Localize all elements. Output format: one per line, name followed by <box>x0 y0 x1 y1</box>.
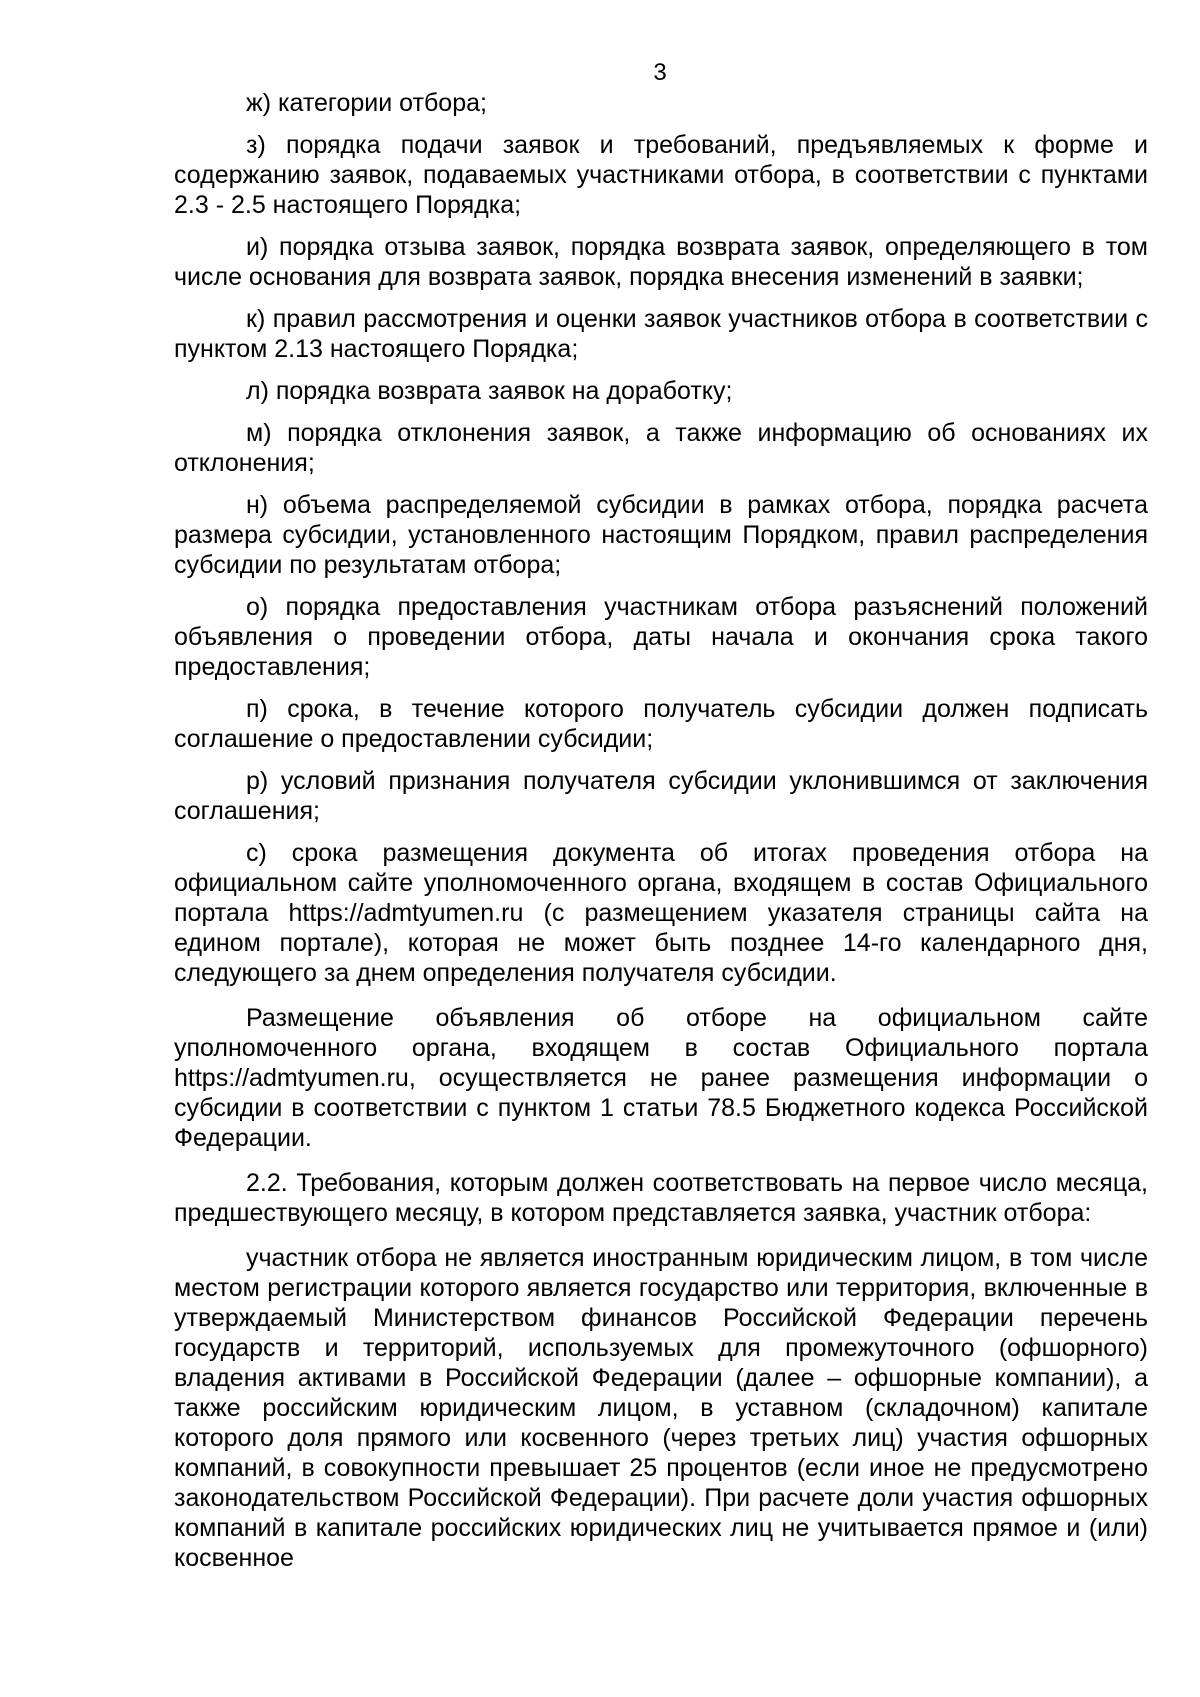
page-number: 3 <box>653 59 667 86</box>
paragraph-p: п) срока, в течение которого получатель субсидии должен подписать соглашение о предоставлении субсидии; <box>174 695 1148 753</box>
paragraph-zh: ж) категории отбора; <box>246 89 487 117</box>
paragraph-m: м) порядка отклонения заявок, а также информацию об основаниях их отклонения; <box>174 419 1148 477</box>
document-body <box>174 88 1148 1585</box>
paragraph-announcement: Размещение объявления об отборе на официальном сайте уполномоченного органа, входящем в состав Официального портала https://admtyumen.ru, осуществляется не ранее размещения информации о субсидии в соответствии с пунктом 1 статьи 78.5 Бюджетного кодекса Российской Федерации. <box>174 1004 1148 1152</box>
paragraph-requirement-offshore: участник отбора не является иностранным юридическим лицом, в том числе местом регистрации которого является государство или территория, включенные в утверждаемый Министерством финансов Российской Федерации перечень государств и территорий, используемых для промежуточного (офшорного) владения активами в Российской Федерации (далее – офшорные компании), а также российским юридическим лицом, в уставном (складочном) капитале которого доля прямого или косвенного (через третьих лиц) участия офшорных компаний, в совокупности превышает 25 процентов (если иное не предусмотрено законодательством Российской Федерации). При расчете доли участия офшорных компаний в капитале российских юридических лиц не учитывается прямое и (или) косвенное <box>174 1244 1148 1572</box>
paragraph-n: н) объема распределяемой субсидии в рамках отбора, порядка расчета размера субсидии, установленного настоящим Порядком, правил распределения субсидии по результатам отбора; <box>174 491 1148 579</box>
paragraph-s: с) срока размещения документа об итогах проведения отбора на официальном сайте уполномоченного органа, входящем в состав Официального портала https://admtyumen.ru (с размещением указателя страницы сайта на едином портале), которая не может быть позднее 14-го календарного дня, следующего за днем определения получателя субсидии. <box>174 839 1148 987</box>
paragraph-i: и) порядка отзыва заявок, порядка возврата заявок, определяющего в том числе основания для возврата заявок, порядка внесения изменений в заявки; <box>174 233 1148 291</box>
paragraph-z: з) порядка подачи заявок и требований, предъявляемых к форме и содержанию заявок, подаваемых участниками отбора, в соответствии с пунктами 2.3 - 2.5 настоящего Порядка; <box>174 131 1148 219</box>
paragraph-2-2: 2.2. Требования, которым должен соответствовать на первое число месяца, предшествующего месяцу, в котором представляется заявка, участник отбора: <box>174 1169 1148 1227</box>
paragraph-k: к) правил рассмотрения и оценки заявок участников отбора в соответствии с пунктом 2.13 настоящего Порядка; <box>174 305 1148 363</box>
paragraph-r: р) условий признания получателя субсидии уклонившимся от заключения соглашения; <box>174 767 1148 825</box>
paragraph-l: л) порядка возврата заявок на доработку; <box>246 377 733 405</box>
paragraph-o: о) порядка предоставления участникам отбора разъяснений положений объявления о проведении отбора, даты начала и окончания срока такого предоставления; <box>174 593 1148 681</box>
